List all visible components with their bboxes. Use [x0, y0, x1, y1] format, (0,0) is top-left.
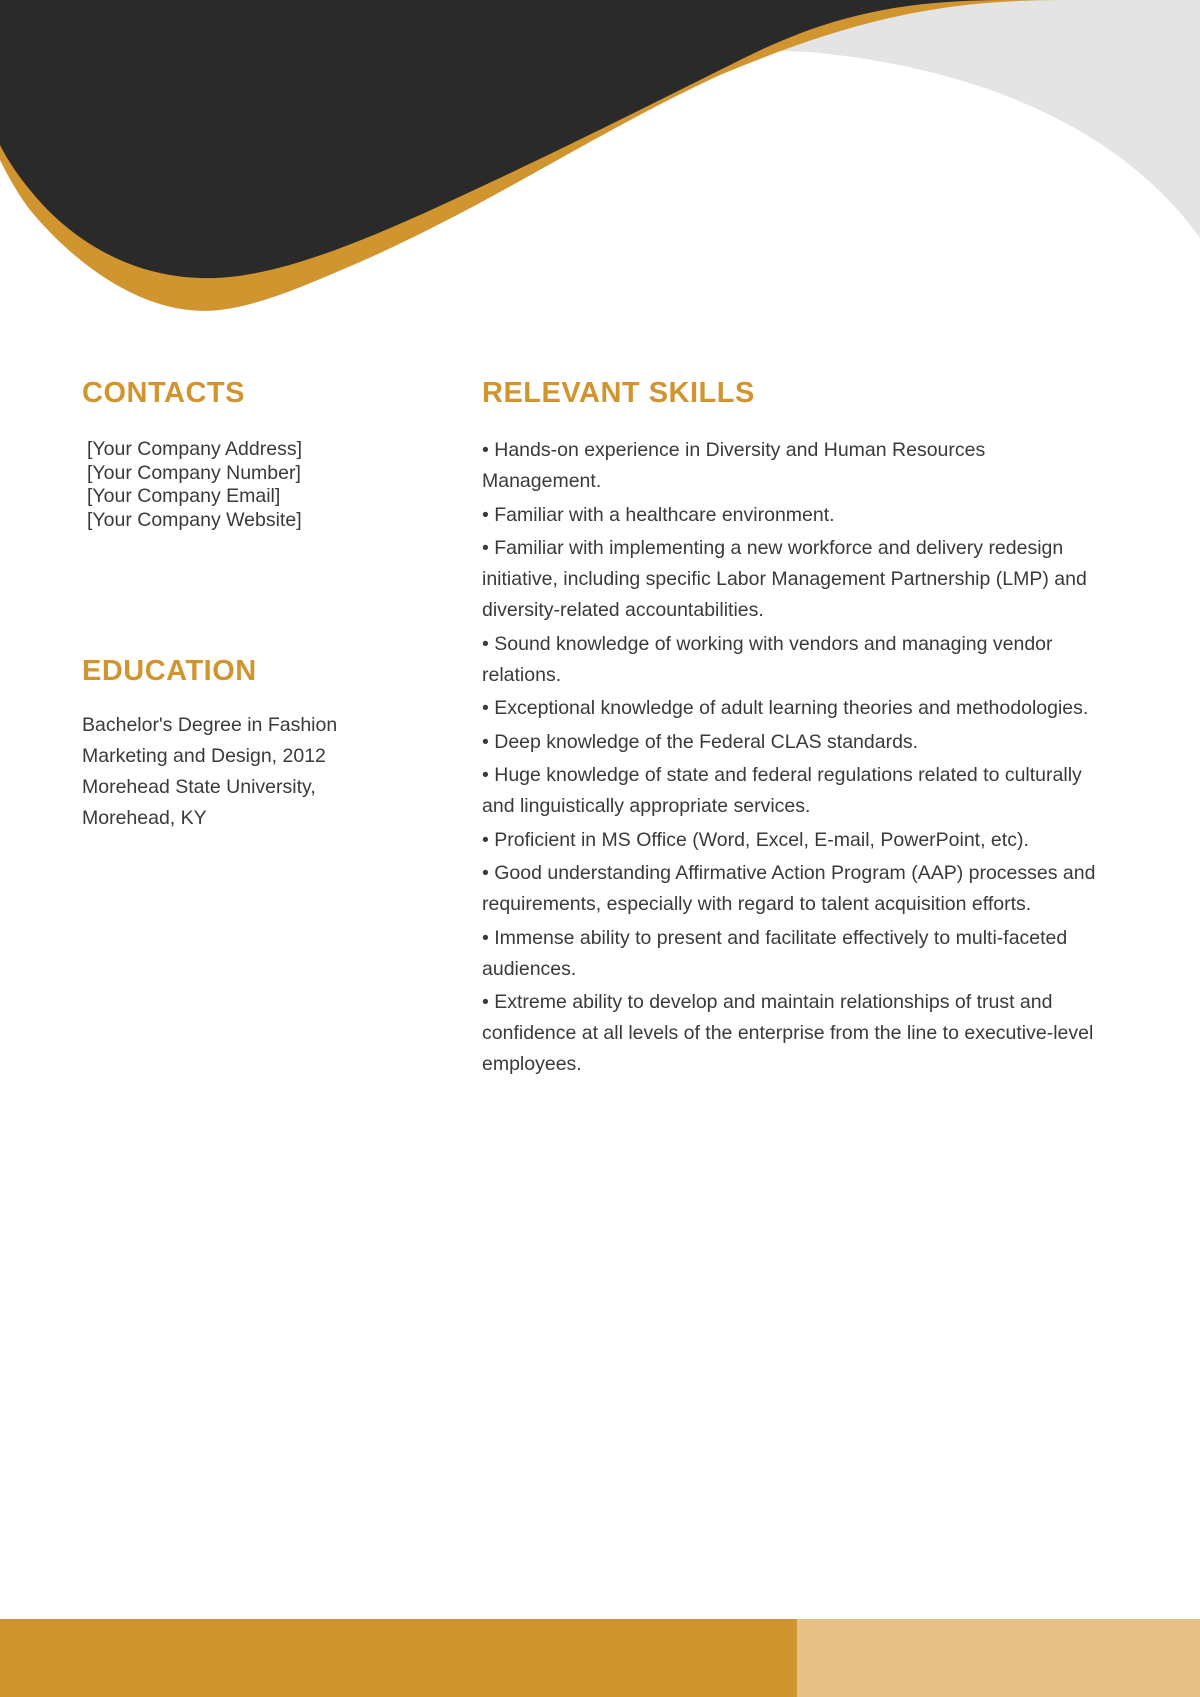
- skill-item: • Good understanding Affirmative Action Program (AAP) processes and requirements, especially with regard to talent acquisition efforts.: [482, 862, 1096, 915]
- skill-item: • Familiar with implementing a new workforce and delivery redesign initiative, including specific Labor Management Partnership (LMP) and diversity-related accountabilities.: [482, 537, 1087, 621]
- contacts-heading: CONTACTS: [82, 377, 245, 409]
- footer-band-light-gold: [797, 1619, 1200, 1697]
- education-degree: Bachelor's Degree in Fashion Marketing and Design, 2012: [82, 714, 338, 767]
- education-school: Morehead State University, Morehead, KY: [82, 776, 316, 829]
- education-heading: EDUCATION: [82, 655, 257, 687]
- footer-band-gold: [0, 1619, 797, 1697]
- skill-item: • Hands-on experience in Diversity and Human Resources Management.: [482, 439, 986, 492]
- contact-address: [Your Company Address]: [87, 438, 302, 460]
- education-block: [82, 710, 412, 834]
- skill-item: • Familiar with a healthcare environment.: [482, 503, 835, 526]
- skill-item: • Deep knowledge of the Federal CLAS standards.: [482, 730, 919, 753]
- skill-item: • Exceptional knowledge of adult learning theories and methodologies.: [482, 697, 1089, 719]
- contacts-list: [87, 438, 447, 533]
- skill-item: • Huge knowledge of state and federal regulations related to culturally and linguistically appropriate services.: [482, 764, 1082, 817]
- skills-list: [482, 435, 1102, 1083]
- skill-item: • Proficient in MS Office (Word, Excel, E-mail, PowerPoint, etc).: [482, 828, 1029, 851]
- contact-email: [Your Company Email]: [87, 485, 281, 508]
- skills-heading: RELEVANT SKILLS: [482, 377, 755, 409]
- skill-item: • Extreme ability to develop and maintain relationships of trust and confidence at all levels of the enterprise from the line to executive-level employees.: [482, 991, 1094, 1075]
- header-gray-swoosh: [760, 0, 1200, 238]
- skill-item: • Immense ability to present and facilitate effectively to multi-faceted audiences.: [482, 926, 1068, 980]
- contact-website: [Your Company Website]: [87, 509, 302, 532]
- contact-number: [Your Company Number]: [87, 461, 301, 484]
- skill-item: • Sound knowledge of working with vendors and managing vendor relations.: [482, 632, 1053, 686]
- header-wave-graphic: [0, 0, 1200, 330]
